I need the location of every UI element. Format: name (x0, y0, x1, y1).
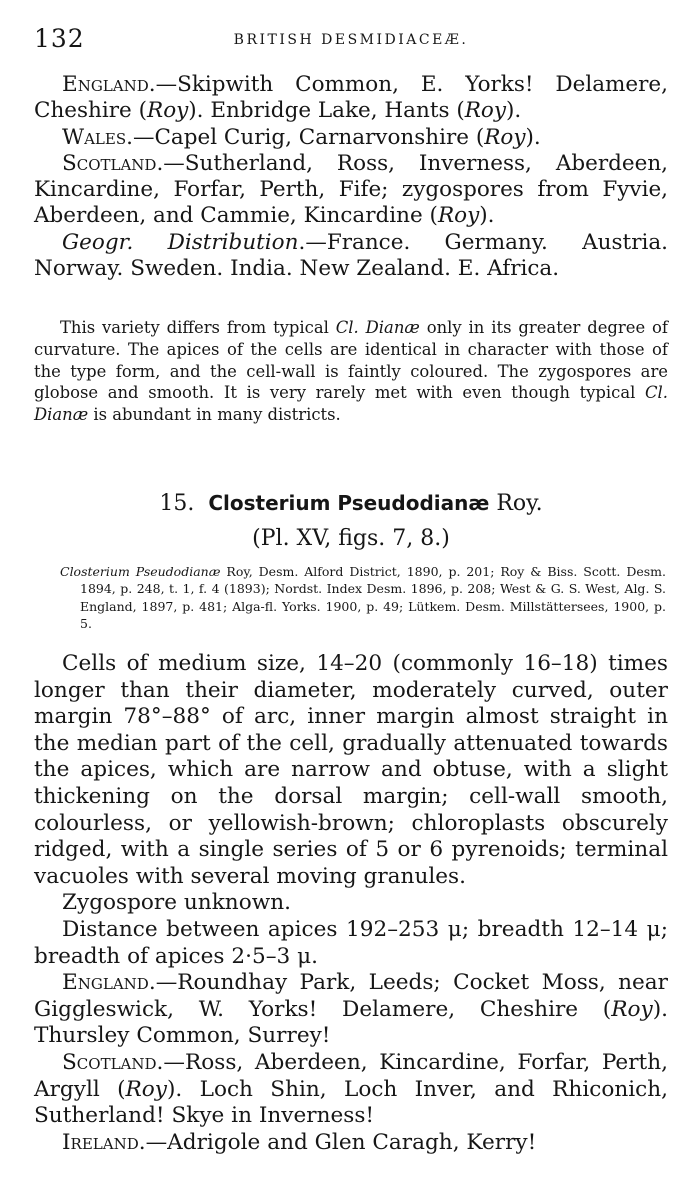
running-title: BRITISH DESMIDIACEÆ. (233, 32, 469, 48)
geogr-label: Geogr. Distribution (62, 229, 299, 255)
distribution-wales: Wales.—Capel Curig, Carnarvonshire (Roy). (62, 124, 541, 150)
region-label: Ireland (62, 1129, 139, 1155)
running-header (34, 18, 668, 54)
species-description (34, 651, 668, 1156)
distribution-england: England.—Roundhay Park, Leeds; Cocket Moss, near Giggleswick, W. Yorks! Delamere, Cheshire (Roy). Thursley Common, Surrey! (34, 970, 668, 1049)
distribution-scotland: Scotland.—Ross, Aberdeen, Kincardine, Forfar, Perth, Argyll (Roy). Loch Shin, Loch Inver, and Rhiconich, Sutherland! Skye in Inverness! (34, 1049, 668, 1129)
geographic-distribution: Geogr. Distribution.—France. Germany. Austria. Norway. Sweden. India. New Zealand. E. Africa. (34, 229, 668, 282)
plate-reference: (Pl. XV, figs. 7, 8.) (252, 526, 450, 551)
species-author: Roy. (496, 491, 543, 516)
region-label: England (62, 970, 149, 996)
region-label: Scotland (62, 1049, 157, 1075)
cells-paragraph: Cells of medium size, 14–20 (commonly 16–18) times longer than their diameter, moderately curved, outer margin 78°–88° of arc, inner margin almost straight in the median part of the cell, gradually attenuated towards the apices, which are narrow and obtuse, with a slight thickening on the dorsal margin; cell-wall smooth, colourless, or yellowish-brown; chloroplasts obscurely ridged, with a single series of 5 or 6 pyrenoids; terminal vacuoles with several moving granules. (34, 651, 668, 889)
region-label: Scotland (62, 150, 157, 176)
region-label: England (62, 72, 149, 97)
dimensions-paragraph: Distance between apices 192–253 μ; breadth 12–14 μ; breadth of apices 2·5–3 μ. (34, 916, 668, 969)
species-number: 15. (159, 491, 195, 516)
species-name: Closterium Pseudodianæ (208, 491, 490, 515)
species-heading (34, 489, 668, 518)
region-label: Wales (62, 124, 127, 150)
synonymy-block: Closterium Pseudodianæ Roy, Desm. Alford District, 1890, p. 201; Roy & Biss. Scott. Desm. 1894, p. 248, t. 1, f. 4 (1893); Nordst. Index Desm. 1896, p. 208; West & G. S. West, Alg. S. England, 1897, p. 481; Alga-fl. Yorks. 1900, p. 49; Lütkem. Desm. Millstättersees, 1900, p. 5. (60, 564, 666, 631)
zygospore-paragraph: Zygospore unknown. (62, 890, 291, 916)
variety-note: This variety differs from typical Cl. Dianæ only in its greater degree of curvature. The apices of the cells are identical in character with those of the type form, and the cell-wall is faintly coloured. The zygospores are globose and smooth. It is very rarely met with even though typical Cl. Dianæ is abundant in many districts. (34, 318, 668, 425)
distribution-england: England.—Skipwith Common, E. Yorks! Delamere, Cheshire (Roy). Enbridge Lake, Hants (Roy). (34, 72, 668, 124)
distribution-scotland: Scotland.—Sutherland, Ross, Inverness, Aberdeen, Kincardine, Forfar, Perth, Fife; zygospores from Fyvie, Aberdeen, and Cammie, Kincardine (Roy). (34, 150, 668, 229)
distribution-top (34, 72, 668, 282)
page-number: 132 (34, 24, 85, 53)
distribution-ireland: Ireland.—Adrigole and Glen Caragh, Kerry! (62, 1129, 537, 1155)
